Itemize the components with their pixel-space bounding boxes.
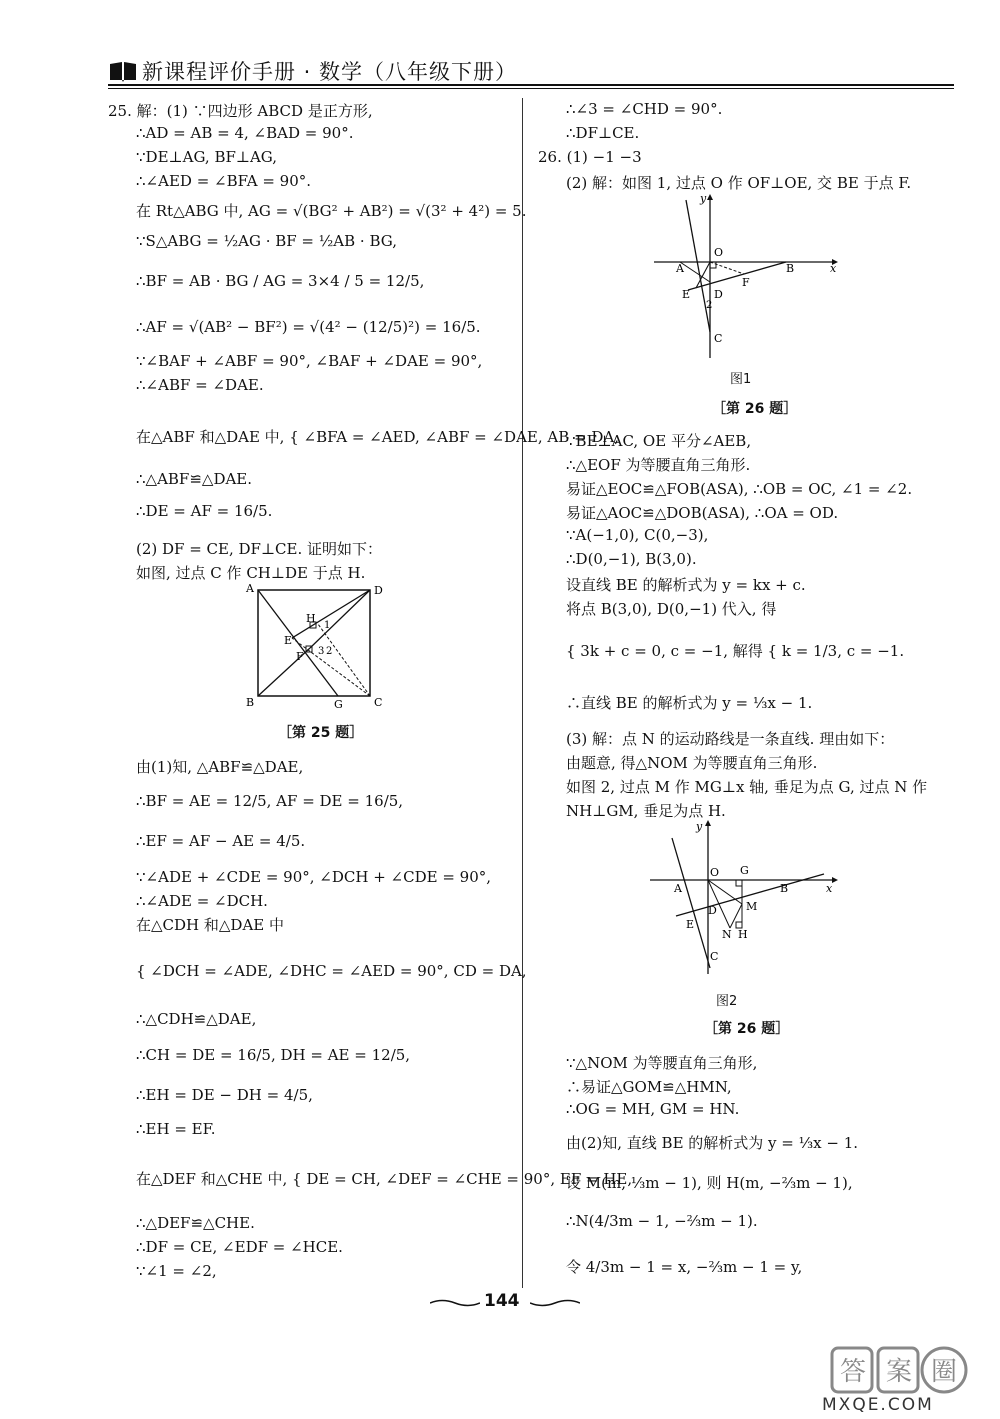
point-label: M <box>746 900 758 913</box>
point-label: B <box>780 882 789 895</box>
text-line: 如图 2, 过点 M 作 MG⊥x 轴, 垂足为点 G, 过点 N 作 <box>566 778 928 796</box>
point-label: G <box>740 864 749 877</box>
text-line: ∴D(0,−1), B(3,0). <box>566 550 697 568</box>
text-line: ∴AD = AB = 4, ∠BAD = 90°. <box>136 124 354 142</box>
text-line: ∴BF = AB · BG / AG = 3×4 / 5 = 12/5, <box>136 272 425 290</box>
text-line: 如图, 过点 C 作 CH⊥DE 于点 H. <box>136 564 366 582</box>
text-line: ∴AF = √(AB² − BF²) = √(4² − (12/5)²) = 16/5. <box>136 318 481 336</box>
text-line: ∵A(−1,0), C(0,−3), <box>566 526 709 544</box>
svg-text:圈: 圈 <box>931 1357 958 1387</box>
line-df <box>310 590 370 648</box>
header-title: 新课程评价手册 · 数学（八年级下册） <box>142 60 518 84</box>
point-label: B <box>786 262 795 275</box>
text-line: 在 Rt△ABG 中, AG = √(BG² + AB²) = √(3² + 4²) = 5. <box>136 202 527 220</box>
line-ag <box>258 590 338 696</box>
text-line: ∵BE⊥AC, OE 平分∠AEB, <box>566 432 752 450</box>
line-ch <box>318 624 370 696</box>
angle-label: 3 <box>318 646 325 657</box>
text-line: ∴△ABF≌△DAE. <box>136 470 253 488</box>
text-line: ∴△CDH≌△DAE, <box>136 1010 257 1028</box>
point-label: D <box>714 288 723 301</box>
text-line: ∴DF⊥CE. <box>566 124 640 142</box>
point-label: E <box>686 918 695 931</box>
text-line: { ∠DCH = ∠ADE, ∠DHC = ∠AED = 90°, CD = DA, <box>136 962 527 980</box>
page-ornament-left <box>430 1298 480 1308</box>
point-label: C <box>710 950 719 963</box>
text-line: ∴∠3 = ∠CHD = 90°. <box>566 100 723 118</box>
line-ac <box>672 838 710 968</box>
axis-label: x <box>830 262 837 275</box>
text-line: ∴CH = DE = 16/5, DH = AE = 12/5, <box>136 1046 411 1064</box>
column-divider <box>522 98 523 1288</box>
text-line: ∴△EOF 为等腰直角三角形. <box>566 456 751 474</box>
text-line: 设直线 BE 的解析式为 y = kx + c. <box>566 576 806 594</box>
angle-label: 1 <box>324 620 331 631</box>
point-label: O <box>710 866 720 879</box>
point-label: O <box>714 246 724 259</box>
text-line: ∵∠1 = ∠2, <box>136 1262 217 1280</box>
axis-label: y <box>700 192 707 205</box>
point-label: H <box>738 928 748 941</box>
text-line: 令 4/3m − 1 = x, −⅔m − 1 = y, <box>566 1258 803 1276</box>
text-line: 在△CDH 和△DAE 中 <box>136 916 285 934</box>
figure-label: 图2 <box>716 994 738 1009</box>
text-line: ∵S△ABG = ½AG · BF = ½AB · BG, <box>136 232 397 250</box>
book-icon <box>108 60 138 82</box>
line-ae <box>680 262 710 282</box>
point-label: D <box>708 904 717 917</box>
point-label: E <box>682 288 691 301</box>
text-line: ∵∠ADE + ∠CDE = 90°, ∠DCH + ∠CDE = 90°, <box>136 868 492 886</box>
point-label: H <box>306 612 316 625</box>
page-header <box>108 52 954 88</box>
text-line: 由(2)知, 直线 BE 的解析式为 y = ⅓x − 1. <box>566 1134 859 1152</box>
page-ornament-right <box>530 1298 580 1308</box>
text-line: ∴△DEF≌△CHE. <box>136 1214 255 1232</box>
text-line: ∵△NOM 为等腰直角三角形, <box>566 1054 758 1072</box>
text-line: ∴∠ADE = ∠DCH. <box>136 892 268 910</box>
text-line: ∴BF = AE = 12/5, AF = DE = 16/5, <box>136 792 404 810</box>
axis-label: y <box>696 820 703 833</box>
right-angle-mark <box>736 880 742 886</box>
angle-label: 2 <box>326 646 333 657</box>
header-rule-thin <box>108 88 954 89</box>
line-de <box>292 590 370 638</box>
figure-1 <box>650 192 840 362</box>
line-ac <box>686 200 713 332</box>
text-line: ∴EF = AF − AE = 4/5. <box>136 832 306 850</box>
figure-caption: ［第 26 题］ <box>704 1021 790 1037</box>
text-line: ∴直线 BE 的解析式为 y = ⅓x − 1. <box>566 694 813 712</box>
axis-label: x <box>826 882 833 895</box>
watermark-text: MXQE.COM <box>822 1395 934 1415</box>
point-label: A <box>674 882 682 895</box>
angle-label: 2 <box>706 300 713 311</box>
text-line: ∴OG = MH, GM = HN. <box>566 1100 740 1118</box>
text-line: ∵DE⊥AG, BF⊥AG, <box>136 148 278 166</box>
text-line: 将点 B(3,0), D(0,−1) 代入, 得 <box>566 600 777 618</box>
text-line: (2) DF = CE, DF⊥CE. 证明如下： <box>136 540 383 558</box>
point-label: F <box>742 276 750 289</box>
text-line: { 3k + c = 0, c = −1, 解得 { k = 1/3, c = −1. <box>566 642 905 660</box>
text-line: ∴∠ABF = ∠DAE. <box>136 376 264 394</box>
text-line: ∴N(4/3m − 1, −⅔m − 1). <box>566 1212 758 1230</box>
text-line: 设 M(m, ⅓m − 1), 则 H(m, −⅔m − 1), <box>566 1174 853 1192</box>
point-label: D <box>374 584 383 597</box>
point-label: G <box>334 698 343 710</box>
point-label: F <box>296 650 304 663</box>
y-axis-arrow <box>707 194 713 200</box>
text-line: ∴EH = EF. <box>136 1120 216 1138</box>
figure-2 <box>646 818 842 978</box>
header-rule <box>108 84 954 86</box>
text-line: ∴易证△GOM≌△HMN, <box>566 1078 732 1096</box>
figure-caption: ［第 26 题］ <box>712 401 798 417</box>
text-line: 由(1)知, △ABF≌△DAE, <box>136 758 304 776</box>
point-label: B <box>246 696 255 709</box>
svg-text:答: 答 <box>840 1357 867 1387</box>
text-line: 在△ABF 和△DAE 中, { ∠BFA = ∠AED, ∠ABF = ∠DAE, AB = DA, <box>136 428 619 446</box>
text-line: NH⊥GM, 垂足为点 H. <box>566 802 726 820</box>
text-line: 25. 解：(1) ∵四边形 ABCD 是正方形, <box>108 102 373 120</box>
text-line: (2) 解：如图 1, 过点 O 作 OF⊥OE, 交 BE 于点 F. <box>566 174 912 192</box>
text-line: ∴∠AED = ∠BFA = 90°. <box>136 172 312 190</box>
text-line: 易证△AOC≌△DOB(ASA), ∴OA = OD. <box>566 504 839 522</box>
text-line: ∴DF = CE, ∠EDF = ∠HCE. <box>136 1238 343 1256</box>
text-line: 在△DEF 和△CHE 中, { DE = CH, ∠DEF = ∠CHE = 90°, EF = HE, <box>136 1170 633 1188</box>
point-label: C <box>374 696 383 709</box>
right-angle-mark <box>710 262 716 268</box>
point-label: A <box>246 582 254 595</box>
text-line: (3) 解：点 N 的运动路线是一条直线. 理由如下： <box>566 730 895 748</box>
figure-label: 图1 <box>730 372 752 387</box>
text-line: 26. (1) −1 −3 <box>538 148 642 166</box>
point-label: A <box>676 262 684 275</box>
text-line: ∵∠BAF + ∠ABF = 90°, ∠BAF + ∠DAE = 90°, <box>136 352 483 370</box>
text-line: 易证△EOC≌△FOB(ASA), ∴OB = OC, ∠1 = ∠2. <box>566 480 913 498</box>
y-axis-arrow <box>705 820 711 826</box>
text-line: 由题意, 得△NOM 为等腰直角三角形. <box>566 754 818 772</box>
x-axis-arrow <box>832 877 838 883</box>
figure-25 <box>240 580 390 710</box>
text-line: ∴DE = AF = 16/5. <box>136 502 273 520</box>
svg-text:案: 案 <box>886 1357 913 1387</box>
figure-caption: ［第 25 题］ <box>278 725 364 741</box>
page-number: 144 <box>484 1291 520 1311</box>
point-label: E <box>284 634 293 647</box>
point-label: C <box>714 332 723 345</box>
point-label: N <box>722 928 732 941</box>
text-line: ∴EH = DE − DH = 4/5, <box>136 1086 313 1104</box>
